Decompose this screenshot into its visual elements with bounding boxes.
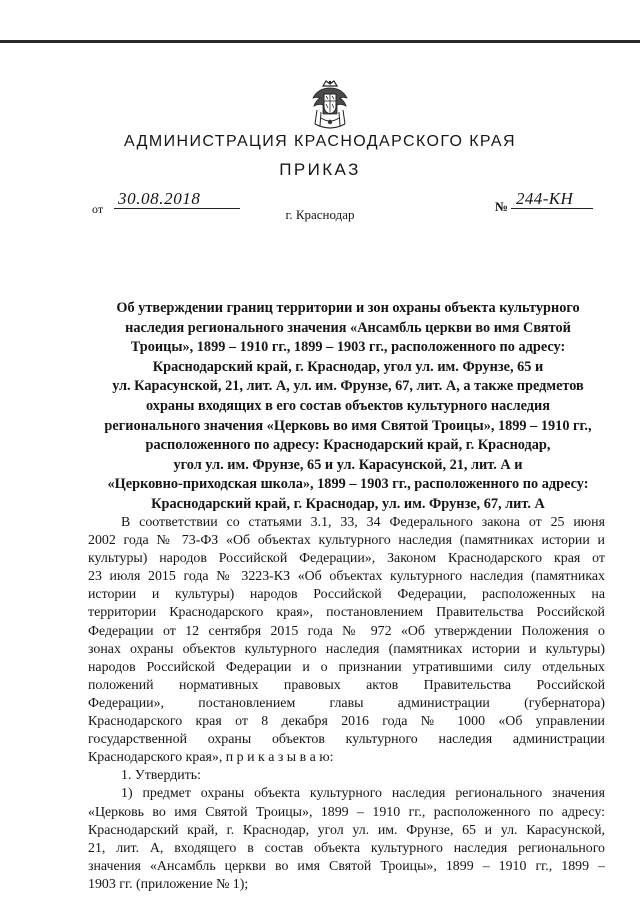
subitem-line: «Церковь во имя Святой Троицы», 1899 – 1910 гг., расположенного по адресу: [88,804,605,820]
title-line: наследия регионального значения «Ансамбль церкви во имя Святой [125,319,571,336]
top-border-line [0,40,640,43]
subitem-line: Краснодарский край, г. Краснодар, угол ул. им. Фрунзе, 65 и ул. Карасунской, [88,822,605,838]
preamble-line: Краснодарского края от 8 декабря 2016 года № 1000 «Об управлении [88,714,605,730]
title-line: регионального значения «Церковь во имя Святой Троицы», 1899 – 1910 гг., [104,417,592,434]
preamble-line: 23 июля 2015 года № 3223-КЗ «Об объектах культурного наследия (памятниках [88,569,605,585]
preamble-line: зонах охраны объектов культурного наследия (памятниках истории и культуры) [88,641,605,657]
preamble-line: Краснодарского края», п р и к а з ы в а ю: [88,750,334,766]
title-line: «Церковно-приходская школа», 1899 – 1903 гг., расположенного по адресу: [107,476,589,493]
title-line: Краснодарский край, г. Краснодар, угол ул. им. Фрунзе, 65 и [152,358,544,375]
title-line: Об утверждении границ территории и зон охраны объекта культурного [116,300,580,316]
title-line: Краснодарский край, г. Краснодар, ул. им. Фрунзе, 67, лит. А [151,495,545,512]
preamble-line: 2002 года № 73-ФЗ «Об объектах культурного наследия (памятниках истории и [88,533,605,549]
preamble-line: Федерации от 12 сентября 2015 года № 972 «Об утверждении Положения о [88,623,605,639]
document-date: 30.08.2018 [114,189,240,209]
title-line: Троицы», 1899 – 1910 гг., 1899 – 1903 гг., расположенного по адресу: [130,339,566,356]
document-body [88,514,605,894]
preamble-line: культуры) народов Российской Федерации», Законом Краснодарского края от [88,551,605,567]
subitem-line: 21, лит. А, входящего в состав объекта культурного наследия регионального [88,840,605,856]
preamble-line: народов Российской Федерации и о признании утратившими силу отдельных [88,659,605,675]
preamble-line: истории и культуры) народов Российской Федерации, расположенных на [88,587,605,603]
document-number: 244-КН [511,189,593,209]
date-label: от [92,202,104,216]
item-1-heading: 1. Утвердить: [121,768,201,784]
document-type: ПРИКАЗ [279,160,361,179]
subitem-line: 1) предмет охраны объекта культурного наследия регионального значения [121,786,605,802]
preamble-line: государственной охраны объектов культурного наследия администрации [88,732,605,748]
preamble-line: территории Краснодарского края», постановлением Правительства Российской [88,605,605,621]
title-line: расположенного по адресу: Краснодарский край, г. Краснодар, [145,437,551,454]
subitem-line: 1903 гг. (приложение № 1); [88,876,249,892]
preamble-line: Федерации», постановлением главы администрации (губернатора) [88,695,605,711]
krasnodar-coat-of-arms-icon [309,80,351,132]
subitem-line: значения «Ансамбль церкви во имя Святой Троицы», 1899 – 1910 гг., 1899 – [88,858,605,874]
organization-name: АДМИНИСТРАЦИЯ КРАСНОДАРСКОГО КРАЯ [124,133,516,150]
preamble-line: положений нормативных правовых актов Правительства Российской [88,677,605,693]
number-label: № [495,199,509,214]
document-title [88,299,608,515]
title-line: ул. Карасунской, 21, лит. А, ул. им. Фрунзе, 67, лит. А, а также предметов [112,378,584,395]
title-line: угол ул. им. Фрунзе, 65 и ул. Карасунской, 21, лит. А и [173,456,523,473]
preamble-line: В соответствии со статьями 3.1, 33, 34 Федерального закона от 25 июня [121,515,605,530]
title-line: охраны входящих в его состав объектов культурного наследия [146,397,550,414]
city-name: г. Краснодар [285,207,355,222]
